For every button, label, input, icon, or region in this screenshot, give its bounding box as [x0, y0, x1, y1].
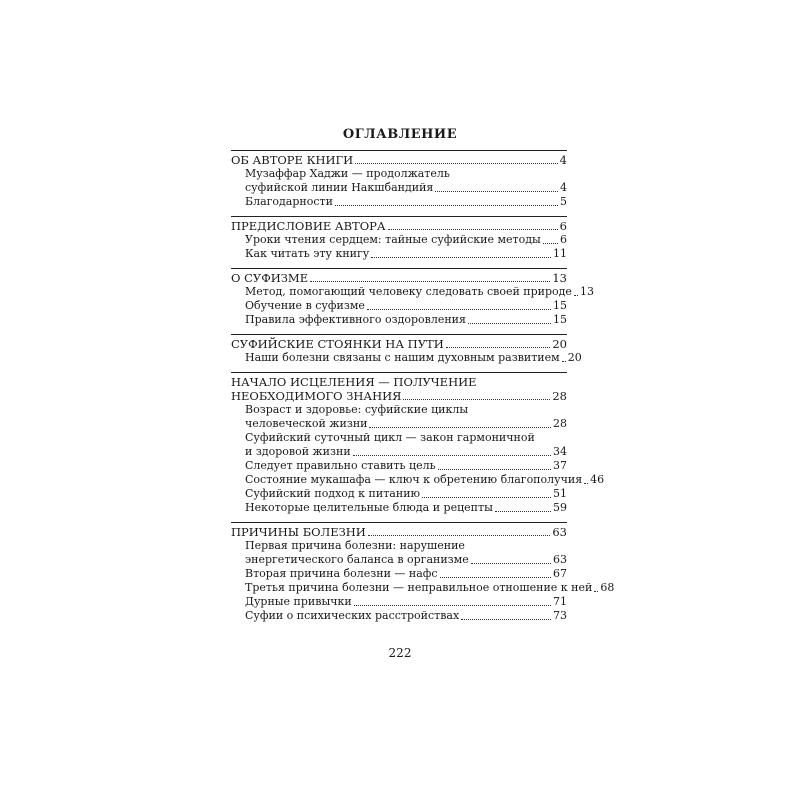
dot-leader	[335, 205, 558, 206]
toc-page-number: 67	[553, 567, 567, 580]
toc-page-number: 15	[553, 299, 567, 312]
toc-subsection-row[interactable]	[231, 581, 615, 595]
toc-chapter-row[interactable]	[231, 375, 567, 389]
toc-chapter-row[interactable]	[231, 525, 567, 539]
toc-entry-title: ПРЕДИСЛОВИЕ АВТОРА	[231, 219, 386, 233]
dot-leader	[594, 591, 598, 592]
toc-entry-title: Обучение в суфизме	[245, 299, 365, 312]
toc-entry-title: человеческой жизни	[245, 417, 368, 430]
toc-subsection-row[interactable]	[231, 403, 567, 417]
dot-leader	[368, 535, 551, 536]
dot-leader	[440, 577, 551, 578]
toc-page-number: 34	[553, 445, 567, 458]
toc-subsection-row[interactable]	[231, 431, 567, 445]
toc-entry-title: Метод, помогающий человеку следовать своей природе	[245, 285, 572, 298]
toc-section	[231, 150, 567, 209]
toc-entry-title: Следует правильно ставить цель	[245, 459, 436, 472]
toc-title: ОГЛАВЛЕНИЕ	[342, 127, 458, 142]
toc-section	[231, 268, 594, 327]
toc-page-number: 59	[553, 501, 567, 514]
dot-leader	[562, 361, 566, 362]
toc-entry-title: О СУФИЗМЕ	[231, 271, 309, 285]
toc-entry-title: Некоторые целительные блюда и рецепты	[245, 501, 493, 514]
dot-leader	[369, 427, 551, 428]
toc-chapter-row[interactable]	[231, 389, 567, 403]
toc-entry-title: ОБ АВТОРЕ КНИГИ	[231, 153, 354, 167]
toc-subsection-row[interactable]	[231, 313, 567, 327]
toc-entry-title: Состояние мукашафа — ключ к обретению благополучия	[245, 473, 583, 486]
dot-leader	[468, 323, 551, 324]
dot-leader	[435, 191, 558, 192]
toc-subsection-row[interactable]	[231, 473, 605, 487]
dot-leader	[403, 399, 550, 400]
toc-entry-title: Как читать эту книгу	[245, 247, 370, 260]
toc-entry-title: Уроки чтения сердцем: тайные суфийские методы	[245, 233, 541, 246]
toc-page-number: 28	[552, 389, 567, 403]
toc-subsection-row[interactable]	[231, 567, 567, 581]
toc-section	[231, 522, 615, 623]
dot-leader	[388, 229, 558, 230]
toc-entry-title: НАЧАЛО ИСЦЕЛЕНИЯ — ПОЛУЧЕНИЕ	[231, 375, 477, 389]
toc-entry-title: Правила эффективного оздоровления	[245, 313, 466, 326]
toc-entry-title: Вторая причина болезни — нафс	[245, 567, 438, 580]
dot-leader	[574, 295, 578, 296]
toc-page-number: 68	[600, 581, 615, 594]
toc-entry-title: Возраст и здоровье: суфийские циклы	[245, 403, 469, 416]
table-of-contents	[231, 150, 615, 630]
toc-page-number: 6	[559, 219, 567, 233]
toc-page-number: 51	[553, 487, 567, 500]
toc-entry-title: энергетического баланса в организме	[245, 553, 469, 566]
dot-leader	[471, 563, 551, 564]
dot-leader	[446, 347, 551, 348]
dot-leader	[543, 243, 558, 244]
toc-page-number: 4	[559, 153, 567, 167]
dot-leader	[371, 257, 551, 258]
toc-page-number: 13	[552, 271, 567, 285]
toc-entry-title: Благодарности	[245, 195, 333, 208]
toc-page-number: 11	[553, 247, 567, 260]
toc-subsection-row[interactable]	[231, 233, 567, 247]
toc-entry-title: и здоровой жизни	[245, 445, 351, 458]
toc-section	[231, 216, 567, 261]
toc-subsection-row[interactable]	[231, 459, 567, 473]
toc-entry-title: Наши болезни связаны с нашим духовным развитием	[245, 351, 560, 364]
toc-subsection-row[interactable]	[231, 445, 567, 459]
toc-subsection-row[interactable]	[231, 553, 567, 567]
toc-subsection-row[interactable]	[231, 417, 567, 431]
toc-page-number: 28	[553, 417, 567, 430]
toc-subsection-row[interactable]	[231, 195, 567, 209]
toc-entry-title: НЕОБХОДИМОГО ЗНАНИЯ	[231, 389, 402, 403]
toc-page-number: 63	[553, 553, 567, 566]
toc-subsection-row[interactable]	[231, 539, 567, 553]
dot-leader	[367, 309, 551, 310]
toc-page-number: 73	[553, 609, 567, 622]
dot-leader	[310, 281, 550, 282]
toc-page-number: 6	[560, 233, 567, 246]
toc-page-number: 20	[552, 337, 567, 351]
toc-page-number: 5	[560, 195, 567, 208]
dot-leader	[353, 455, 551, 456]
toc-subsection-row[interactable]	[231, 351, 582, 365]
toc-page-number: 15	[553, 313, 567, 326]
dot-leader	[495, 511, 551, 512]
toc-entry-title: суфийской линии Накшбандийя	[245, 181, 434, 194]
toc-subsection-row[interactable]	[231, 247, 567, 261]
toc-subsection-row[interactable]	[231, 595, 567, 609]
dot-leader	[461, 619, 551, 620]
dot-leader	[355, 163, 557, 164]
page-number: 222	[388, 646, 412, 660]
toc-page-number: 20	[567, 351, 582, 364]
toc-section	[231, 372, 605, 515]
dot-leader	[422, 497, 551, 498]
toc-chapter-row[interactable]	[231, 271, 567, 285]
toc-chapter-row[interactable]	[231, 153, 567, 167]
toc-entry-title: Первая причина болезни: нарушение	[245, 539, 465, 552]
toc-subsection-row[interactable]	[231, 299, 567, 313]
toc-entry-title: Суфийский суточный цикл — закон гармоничной	[245, 431, 535, 444]
toc-entry-title: Третья причина болезни — неправильное отношение к ней	[245, 581, 593, 594]
toc-subsection-row[interactable]	[231, 181, 567, 195]
dot-leader	[438, 469, 551, 470]
dot-leader	[584, 483, 588, 484]
toc-page-number: 4	[560, 181, 567, 194]
toc-entry-title: ПРИЧИНЫ БОЛЕЗНИ	[231, 525, 366, 539]
toc-subsection-row[interactable]	[231, 167, 567, 181]
dot-leader	[354, 605, 551, 606]
toc-entry-title: Суфийский подход к питанию	[245, 487, 421, 500]
toc-page-number: 46	[590, 473, 605, 486]
toc-page-number: 37	[553, 459, 567, 472]
toc-subsection-row[interactable]	[231, 487, 567, 501]
toc-subsection-row[interactable]	[231, 501, 567, 515]
toc-page-number: 63	[552, 525, 567, 539]
toc-entry-title: СУФИЙСКИЕ СТОЯНКИ НА ПУТИ	[231, 337, 444, 351]
toc-chapter-row[interactable]	[231, 219, 567, 233]
toc-subsection-row[interactable]	[231, 285, 594, 299]
toc-entry-title: Музаффар Хаджи — продолжатель	[245, 167, 450, 180]
toc-page-number: 13	[579, 285, 594, 298]
toc-section	[231, 334, 582, 365]
toc-chapter-row[interactable]	[231, 337, 567, 351]
toc-entry-title: Дурные привычки	[245, 595, 352, 608]
toc-subsection-row[interactable]	[231, 609, 567, 623]
toc-entry-title: Суфии о психических расстройствах	[245, 609, 460, 622]
toc-page-number: 71	[553, 595, 567, 608]
